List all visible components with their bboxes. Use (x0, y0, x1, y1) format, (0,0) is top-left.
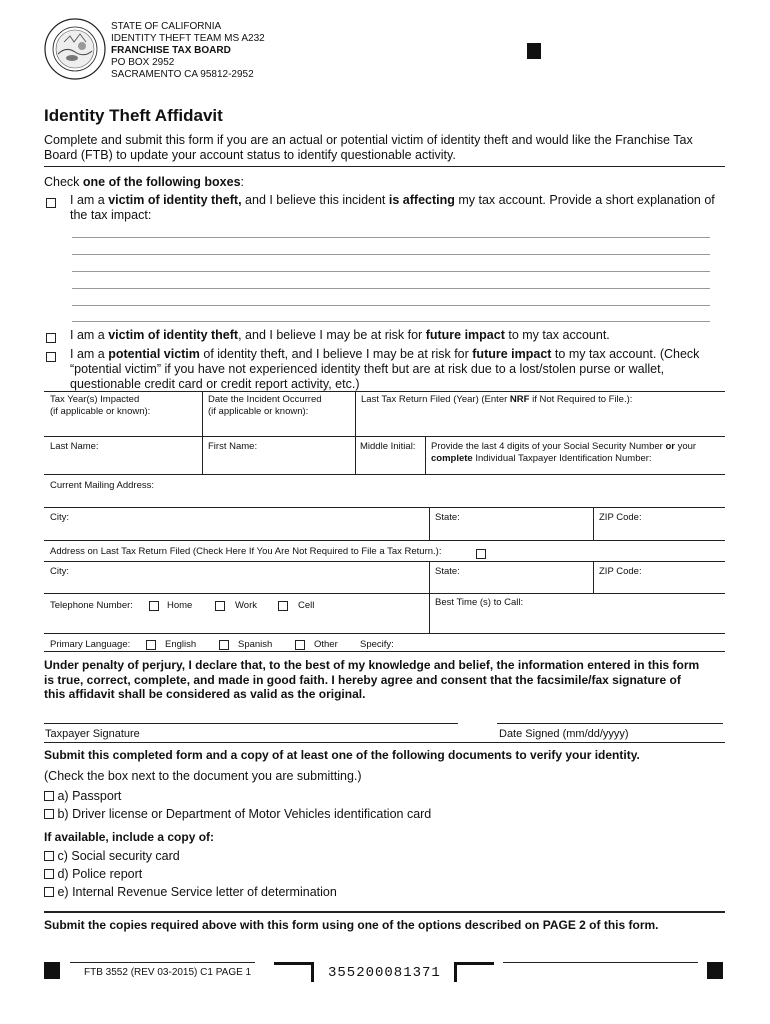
grid-line (593, 507, 594, 540)
form-id: FTB 3552 (REV 03-2015) C1 PAGE 1 (84, 967, 252, 978)
option3-checkbox[interactable] (46, 348, 56, 366)
telephone-label: Telephone Number: (50, 600, 133, 611)
form-title: Identity Theft Affidavit (44, 106, 223, 125)
grid-line (44, 593, 725, 594)
registration-mark (527, 43, 541, 59)
footer-registration-mark (707, 962, 723, 979)
barcode-bracket-left (274, 962, 314, 982)
divider (44, 166, 725, 167)
grid-line (44, 651, 725, 652)
passport-checkbox[interactable] (44, 791, 54, 801)
date-incident-field[interactable]: Date the Incident Occurred (if applicable or known): (208, 394, 322, 417)
language-label: Primary Language: (50, 639, 131, 650)
doc-item-ss-card[interactable]: c) Social security card (44, 849, 180, 863)
grid-line (425, 436, 426, 474)
footer-registration-mark (44, 962, 60, 979)
footer-rule (503, 962, 698, 963)
footer-rule (70, 962, 255, 963)
zip-field-last[interactable]: ZIP Code: (599, 566, 642, 577)
grid-line (355, 436, 356, 474)
option2-checkbox[interactable] (46, 329, 56, 347)
grid-line (202, 391, 203, 436)
signature-label: Taxpayer Signature (45, 728, 140, 740)
grid-line (202, 436, 203, 474)
explanation-line[interactable] (72, 305, 710, 306)
city-field[interactable]: City: (50, 512, 69, 523)
option3-text: I am a potential victim of identity theft, and I believe I may be at risk for future impact to my tax account. (Check “potential victim” if you have not experienced identity theft but are at risk due to a lost/stolen purse or wallet, questionable credit card or credit report activity, etc.) (70, 347, 700, 391)
barcode-bracket-right (454, 962, 494, 982)
tax-years-field[interactable]: Tax Year(s) Impacted (if applicable or known): (50, 394, 151, 417)
last-name-field[interactable]: Last Name: (50, 441, 99, 452)
grid-line (44, 474, 725, 475)
zip-field[interactable]: ZIP Code: (599, 512, 642, 523)
perjury-statement: Under penalty of perjury, I declare that, to the best of my knowledge and belief, the information entered in this form is true, correct, complete, and made in good faith. I hereby agree and consent that the facsimile/fax signature of this affidavit shall be considered as valid as the original. (44, 658, 700, 701)
spanish-label: Spanish (238, 639, 273, 650)
address-line: IDENTITY THEFT TEAM MS A232 (111, 33, 265, 44)
irs-letter-checkbox[interactable] (44, 887, 54, 897)
submit-note: (Check the box next to the document you are submitting.) (44, 769, 362, 783)
doc-item-police[interactable]: d) Police report (44, 867, 142, 881)
available-heading: If available, include a copy of: (44, 830, 215, 844)
signature-line[interactable] (44, 723, 458, 724)
option1-text: I am a victim of identity theft, and I believe this incident is affecting my tax account. Provide a short explanation of the tax impact: (70, 193, 715, 222)
doc-item-license[interactable]: b) Driver license or Department of Motor Vehicles identification card (44, 807, 431, 821)
address-line: SACRAMENTO CA 95812-2952 (111, 69, 254, 80)
first-name-field[interactable]: First Name: (208, 441, 258, 452)
grid-line (44, 391, 725, 392)
divider (44, 742, 725, 743)
license-checkbox[interactable] (44, 809, 54, 819)
grid-line (44, 436, 725, 437)
explanation-line[interactable] (72, 254, 710, 255)
option1-checkbox[interactable] (46, 194, 56, 212)
last-return-field[interactable]: Last Tax Return Filed (Year) (Enter NRF if Not Required to File.): (361, 394, 633, 405)
explanation-line[interactable] (72, 237, 710, 238)
final-note: Submit the copies required above with this form using one of the options described on PAGE 2 of this form. (44, 918, 659, 932)
grid-line (44, 540, 725, 541)
address-line: STATE OF CALIFORNIA (111, 21, 222, 32)
grid-line (355, 391, 356, 436)
address-line: PO BOX 2952 (111, 57, 175, 68)
grid-line (44, 633, 725, 634)
divider (44, 911, 725, 913)
work-checkbox[interactable] (215, 597, 225, 615)
check-instruction: Check one of the following boxes: (44, 175, 245, 189)
date-signed-label: Date Signed (mm/dd/yyyy) (499, 728, 629, 740)
doc-item-irs[interactable]: e) Internal Revenue Service letter of determination (44, 885, 337, 899)
explanation-line[interactable] (72, 271, 710, 272)
intro-text: Complete and submit this form if you are an actual or potential victim of identity theft and would like the Franchise Tax Board (FTB) to update your account status to identify questionable activity. (44, 133, 693, 162)
grid-line (429, 561, 430, 633)
grid-line (44, 561, 725, 562)
specify-field[interactable]: Specify: (360, 639, 394, 650)
city-field-last[interactable]: City: (50, 566, 69, 577)
submit-heading: Submit this completed form and a copy of at least one of the following documents to verify your identity. (44, 748, 640, 762)
home-checkbox[interactable] (149, 597, 159, 615)
doc-item-passport[interactable]: a) Passport (44, 789, 121, 803)
other-label: Other (314, 639, 338, 650)
barcode-number: 355200081371 (328, 965, 441, 981)
home-label: Home (167, 600, 193, 611)
cell-checkbox[interactable] (278, 597, 288, 615)
address-line: FRANCHISE TAX BOARD (111, 45, 231, 56)
explanation-line[interactable] (72, 288, 710, 289)
state-seal (44, 18, 106, 80)
best-time-field[interactable]: Best Time (s) to Call: (435, 597, 524, 608)
cell-label: Cell (298, 600, 315, 611)
middle-initial-field[interactable]: Middle Initial: (360, 441, 416, 452)
state-field-last[interactable]: State: (435, 566, 460, 577)
date-signed-line[interactable] (497, 723, 723, 724)
ssn-field[interactable]: Provide the last 4 digits of your Social Security Number or your complete Individual Taxpayer Identification Number: (431, 441, 697, 464)
last-address-field[interactable]: Address on Last Tax Return Filed (Check Here If You Are Not Required to File a Tax Return.): (50, 546, 442, 557)
state-field[interactable]: State: (435, 512, 460, 523)
grid-line (44, 507, 725, 508)
address-block (111, 21, 265, 81)
english-label: English (165, 639, 197, 650)
mailing-address-field[interactable]: Current Mailing Address: (50, 480, 155, 491)
ss-card-checkbox[interactable] (44, 851, 54, 861)
work-label: Work (235, 600, 257, 611)
option2-text: I am a victim of identity theft, and I believe I may be at risk for future impact to my tax account. (70, 328, 610, 342)
police-report-checkbox[interactable] (44, 869, 54, 879)
grid-line (429, 507, 430, 540)
grid-line (593, 561, 594, 593)
explanation-line[interactable] (72, 321, 710, 322)
